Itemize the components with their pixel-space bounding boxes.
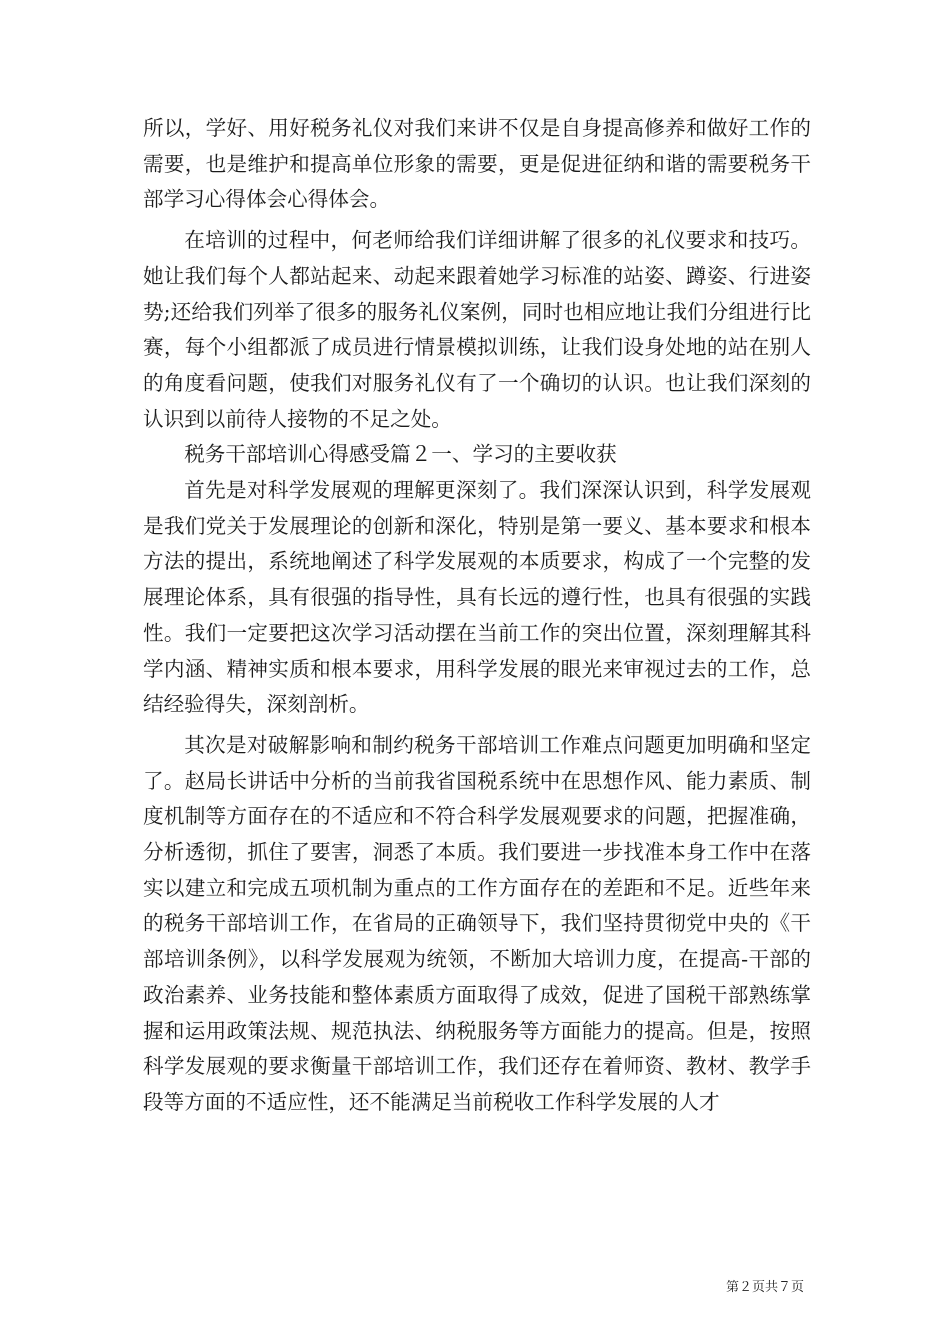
paragraph-scientific-development: 首先是对科学发展观的理解更深刻了。我们深深认识到，科学发展观是我们党关于发展理论的创新和深化，特别是第一要义、基本要求和根本方法的提出，系统地阐述了科学发展观的本质要求，构成了一个完整的发展理论体系，具有很强的指导性，具有长远的遵行性，也具有很强的实践性。我们一定要把这次学习活动摆在当前工作的突出位置，深刻理解其科学内涵、精神实质和根本要求，用科学发展的眼光来审视过去的工作，总结经验得失，深刻剖析。	[143, 478, 811, 717]
document-body	[143, 111, 811, 1121]
paragraph-training-process: 在培训的过程中，何老师给我们详细讲解了很多的礼仪要求和技巧。她让我们每个人都站起来、动起来跟着她学习标准的站姿、蹲姿、行进姿势;还给我们列举了很多的服务礼仪案例，同时也相应地让我们分组进行比赛，每个小组都派了成员进行情景模拟训练，让我们设身处地的站在别人的角度看问题，使我们对服务礼仪有了一个确切的认识。也让我们深刻的认识到以前待人接物的不足之处。	[143, 228, 811, 431]
paragraph-training-difficulties: 其次是对破解影响和制约税务干部培训工作难点问题更加明确和坚定了。赵局长讲话中分析的当前我省国税系统中在思想作风、能力素质、制度机制等方面存在的不适应和不符合科学发展观要求的问题，把握准确，分析透彻，抓住了要害，洞悉了本质。我们要进一步找准本身工作中在落实以建立和完成五项机制为重点的工作方面存在的差距和不足。近些年来的税务干部培训工作，在省局的正确领导下，我们坚持贯彻党中央的《干部培训条例》，以科学发展观为统领，不断加大培训力度，在提高-干部的政治素养、业务技能和整体素质方面取得了成效，促进了国税干部熟练掌握和运用政策法规、规范执法、纳税服务等方面能力的提高。但是，按照科学发展观的要求衡量干部培训工作，我们还存在着师资、教材、教学手段等方面的不适应性，还不能满足当前税收工作科学发展的人才	[143, 732, 811, 1114]
page-number: 第２页共７页	[725, 1280, 804, 1295]
paragraph-etiquette-conclusion: 所以，学好、用好税务礼仪对我们来讲不仅是自身提高修养和做好工作的需要，也是维护和提高单位形象的需要，更是促进征纳和谐的需要税务干部学习心得体会心得体会。	[143, 116, 811, 212]
section-heading: 税务干部培训心得感受篇２一、学习的主要收获	[184, 442, 617, 467]
